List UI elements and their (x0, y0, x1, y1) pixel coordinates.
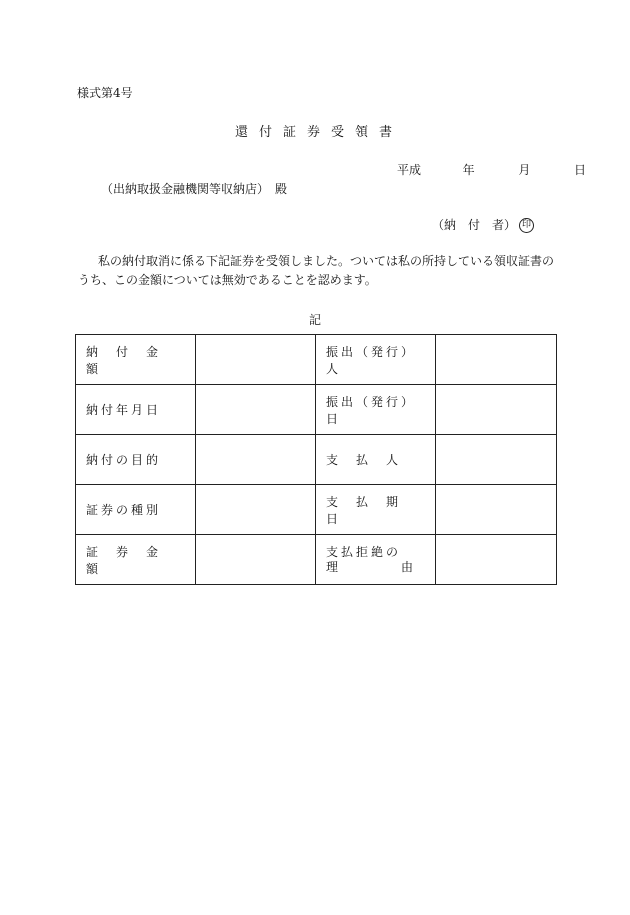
refusal-reason-line1: 支払拒絶の (326, 544, 402, 559)
issuer-label: 振出（発行）人 (326, 344, 417, 376)
refusal-reason-line2: 理 由 (326, 559, 417, 574)
issue-date-label: 振出（発行）日 (326, 394, 417, 426)
table-row (76, 485, 557, 535)
table-row (76, 535, 557, 585)
statement-paragraph: 私の納付取消に係る下記証券を受領しました。ついては私の所持している領収証書のうち、この金額については無効であることを認めます。 (78, 254, 555, 287)
label-cell (316, 535, 436, 585)
date-day: 日 (574, 163, 587, 177)
ki-label: 記 (308, 313, 321, 327)
payer-label: （納 付 者） (432, 218, 517, 232)
value-cell[interactable] (196, 435, 316, 485)
payer-bank-label: 支 払 人 (326, 453, 402, 467)
label-cell (316, 335, 436, 385)
seal-mark: 印 (519, 218, 534, 233)
label-cell (76, 385, 196, 435)
payer-line (432, 216, 534, 233)
payment-amount-label: 納 付 金 額 (86, 344, 177, 376)
value-cell[interactable] (196, 535, 316, 585)
value-cell[interactable] (196, 485, 316, 535)
security-type-label: 証券の種別 (86, 503, 162, 517)
refusal-reason-label (326, 545, 425, 575)
table-row (76, 335, 557, 385)
value-cell[interactable] (436, 435, 557, 485)
payment-due-date-label: 支 払 期 日 (326, 494, 417, 526)
value-cell[interactable] (196, 385, 316, 435)
addressee: （出納取扱金融機関等収納店） 殿 (101, 182, 288, 196)
value-cell[interactable] (436, 385, 557, 435)
table-row (76, 385, 557, 435)
date-line (397, 161, 590, 178)
value-cell[interactable] (436, 485, 557, 535)
label-cell (316, 435, 436, 485)
label-cell (316, 485, 436, 535)
document-title: 還付証券受領書 (234, 125, 403, 140)
value-cell[interactable] (196, 335, 316, 385)
date-year: 年 (462, 163, 475, 177)
payment-date-label: 納付年月日 (86, 403, 162, 417)
payment-purpose-label: 納付の目的 (86, 453, 162, 467)
date-month: 月 (518, 163, 531, 177)
security-amount-label: 証 券 金 額 (86, 544, 177, 576)
label-cell (76, 335, 196, 385)
date-era: 平成 (397, 163, 422, 177)
label-cell (76, 535, 196, 585)
label-cell (76, 435, 196, 485)
statement-text (78, 252, 556, 290)
label-cell (316, 385, 436, 435)
securities-table (75, 334, 557, 585)
value-cell[interactable] (436, 535, 557, 585)
value-cell[interactable] (436, 335, 557, 385)
table-row (76, 435, 557, 485)
form-number: 様式第4号 (77, 86, 133, 100)
label-cell (76, 485, 196, 535)
